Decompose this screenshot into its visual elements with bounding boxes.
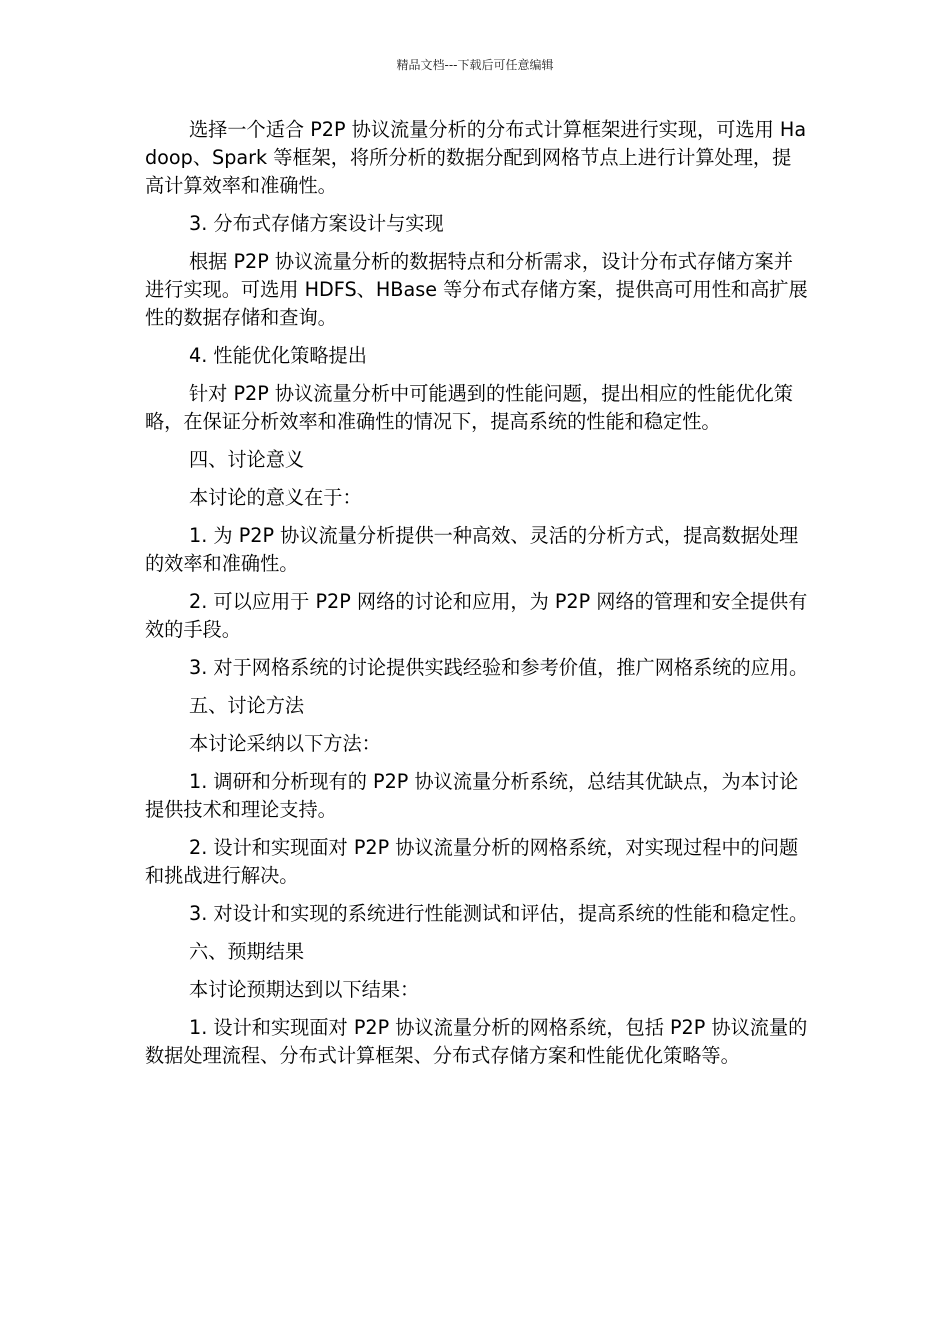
list-item-method-3: 3. 对设计和实现的系统进行性能测试和评估，提高系统的性能和稳定性。 <box>189 902 809 925</box>
paragraph-storage-design: 根据 P2P 协议流量分析的数据特点和分析需求，设计分布式存储方案并进行实现。可选用 HDFS、HBase 等分布式存储方案，提供高可用性和高扩展性的数据存储和查询。 <box>145 250 808 329</box>
list-item-significance-2: 2. 可以应用于 P2P 网络的讨论和应用，为 P2P 网络的管理和安全提供有效的手段。 <box>145 590 808 641</box>
paragraph-significance-intro: 本讨论的意义在于： <box>189 486 362 509</box>
paragraph-methods-intro: 本讨论采纳以下方法： <box>189 732 381 755</box>
list-item-expected-result-1: 1. 设计和实现面对 P2P 协议流量分析的网格系统，包括 P2P 协议流量的数据处理流程、分布式计算框架、分布式存储方案和性能优化策略等。 <box>145 1016 808 1067</box>
heading-performance-optimization: 4. 性能优化策略提出 <box>189 344 367 367</box>
paragraph-performance-optimization: 针对 P2P 协议流量分析中可能遇到的性能问题，提出相应的性能优化策略，在保证分析效率和准确性的情况下，提高系统的性能和稳定性。 <box>145 382 793 433</box>
section-heading-significance: 四、讨论意义 <box>189 448 305 471</box>
section-heading-expected-results: 六、预期结果 <box>189 940 305 963</box>
list-item-method-2: 2. 设计和实现面对 P2P 协议流量分析的网格系统，对实现过程中的问题和挑战进行解决。 <box>145 836 799 887</box>
page-header: 精品文档---下载后可任意编辑 <box>396 58 554 72</box>
list-item-significance-3: 3. 对于网格系统的讨论提供实践经验和参考价值，推广网格系统的应用。 <box>189 656 809 679</box>
heading-storage-design: 3. 分布式存储方案设计与实现 <box>189 212 444 235</box>
section-heading-methods: 五、讨论方法 <box>189 694 305 717</box>
document-body <box>145 116 810 1080</box>
paragraph-framework-implementation: 选择一个适合 P2P 协议流量分析的分布式计算框架进行实现，可选用 Hadoop、Spark 等框架，将所分析的数据分配到网格节点上进行计算处理，提高计算效率和准确性。 <box>145 118 807 197</box>
list-item-significance-1: 1. 为 P2P 协议流量分析提供一种高效、灵活的分析方式，提高数据处理的效率和准确性。 <box>145 524 799 575</box>
paragraph-expected-results-intro: 本讨论预期达到以下结果： <box>189 978 420 1001</box>
list-item-method-1: 1. 调研和分析现有的 P2P 协议流量分析系统，总结其优缺点，为本讨论提供技术和理论支持。 <box>145 770 799 821</box>
